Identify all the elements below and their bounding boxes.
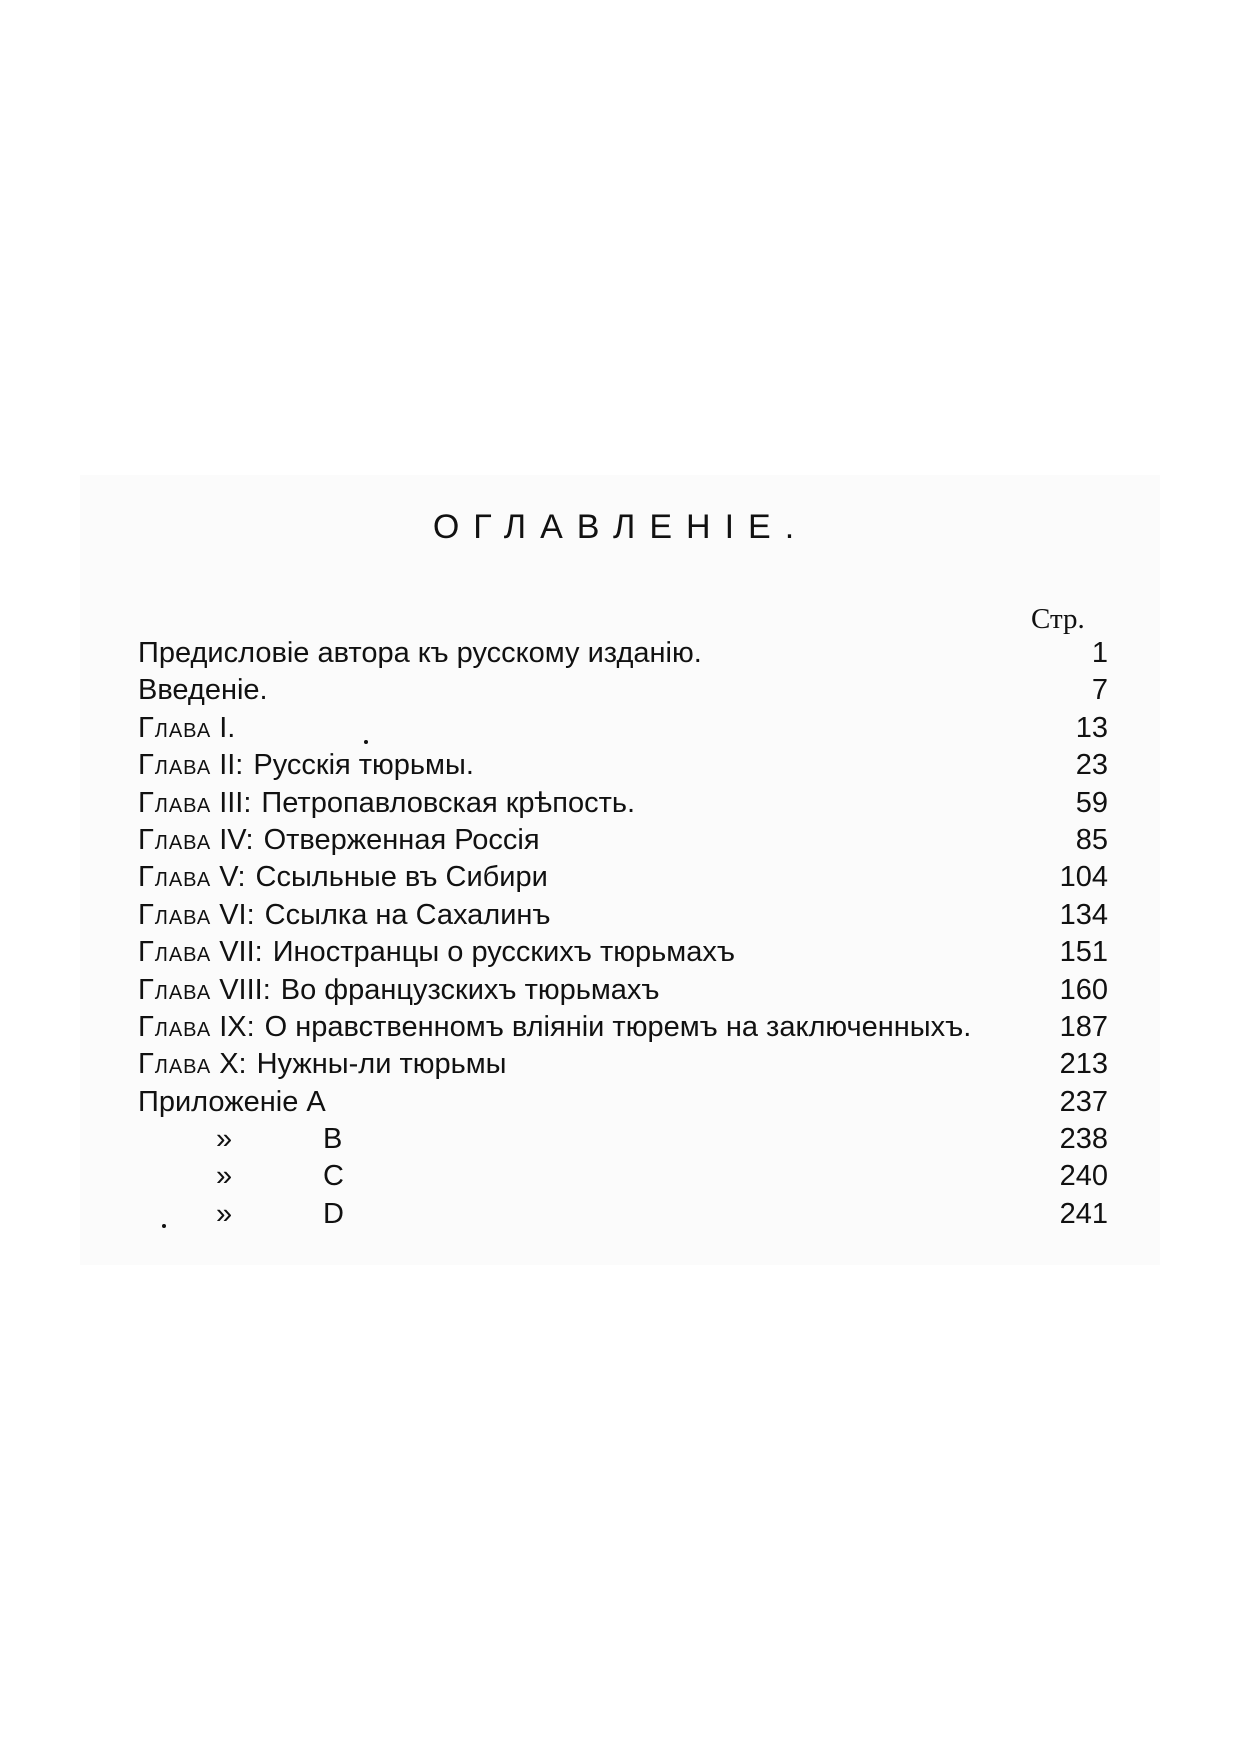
toc-entry-chapter-5 [138,859,1108,896]
toc-entry-chapter-9 [138,1009,1108,1046]
toc-entry-chapter-4 [138,822,1108,859]
chapter-title: Петропавловская крѣпость. [261,786,636,819]
toc-entry-page: 160 [1059,973,1108,1006]
toc-entry-page: 151 [1059,936,1108,969]
toc-entry-chapter-6 [138,897,1108,934]
toc-entry-page: 238 [1059,1123,1108,1156]
toc-entry-heading [138,1009,971,1046]
chapter-prefix: Глава [138,786,212,819]
chapter-prefix: Глава [138,749,212,782]
toc-entry-page: 1 [1091,637,1108,669]
toc-entry-title: Приложеніе A [138,1085,326,1118]
toc-entry-page: 85 [1075,823,1108,856]
toc-entry-page: 237 [1059,1085,1108,1118]
ditto-mark: » [216,1160,233,1193]
toc-entry-chapter-7 [138,934,1108,971]
chapter-prefix: Глава [138,823,212,856]
toc-entry-page: 7 [1091,674,1108,707]
toc-entry-heading [138,822,540,859]
toc-entry-chapter-1 [138,710,1108,747]
toc-entry-heading [138,747,474,784]
toc-entry-page: 23 [1075,749,1108,782]
chapter-title: Ссылка на Сахалинъ [264,898,551,931]
toc-entry-heading [138,972,660,1009]
chapter-title: Отверженная Россія [263,823,540,856]
chapter-number: II: [219,749,244,782]
chapter-title: О нравственномъ вліяніи тюремъ на заключенныхъ. [264,1010,972,1043]
toc-entry-title: Предисловіе автора къ русскому изданію. [138,637,702,669]
toc-entry-heading [138,1046,507,1083]
page-title: ОГЛАВЛЕНІЕ. [432,508,809,546]
toc-entry-heading [138,710,235,747]
toc-entry-heading [138,897,551,934]
toc-entry-heading [138,859,548,896]
toc-entry-appendix-d [138,1196,1108,1233]
chapter-title: Ссыльные въ Сибири [255,861,548,894]
chapter-number: IV: [219,823,254,856]
toc-entry-page: 59 [1075,786,1108,819]
toc-entry-heading [138,785,635,822]
toc-entry-appendix-b [138,1121,1108,1158]
toc-entry-page: 134 [1059,898,1108,931]
toc-entry-page: 240 [1059,1160,1108,1193]
chapter-prefix: Глава [138,1010,212,1043]
page-column-label: Стр. [1031,603,1085,635]
chapter-number: VI: [219,898,255,931]
toc-entry-introduction [138,672,1108,709]
chapter-number: VIII: [219,973,271,1006]
toc-entry-heading [138,934,735,971]
chapter-number: X: [219,1048,247,1081]
ditto-mark: » [216,1197,233,1230]
chapter-number: IX: [219,1010,255,1043]
appendix-letter: D [323,1197,344,1230]
toc-entry-page: 213 [1059,1048,1108,1081]
scan-speck [162,1224,166,1228]
chapter-prefix: Глава [138,973,212,1006]
chapter-prefix: Глава [138,1048,212,1081]
appendix-letter: C [323,1160,344,1193]
toc-entry-appendix-a [138,1084,1108,1121]
ditto-mark: » [216,1123,233,1156]
chapter-number: III: [219,786,252,819]
chapter-prefix: Глава [138,861,212,894]
toc-entry-chapter-8 [138,972,1108,1009]
table-of-contents [138,635,1108,1233]
toc-entry-title: Введеніе. [138,674,268,707]
toc-entry-page: 13 [1075,711,1108,744]
toc-entry-chapter-10 [138,1046,1108,1083]
chapter-title: Иностранцы о русскихъ тюрьмахъ [272,936,735,969]
toc-entry-page: 241 [1059,1197,1108,1230]
chapter-number: VII: [219,936,263,969]
chapter-prefix: Глава [138,936,212,969]
appendix-letter: B [323,1123,343,1156]
chapter-number: V: [219,861,246,894]
toc-entry-preface [138,635,1108,672]
chapter-number: I. [219,711,236,744]
chapter-title: Во французскихъ тюрьмахъ [280,973,660,1006]
toc-entry-chapter-3 [138,785,1108,822]
chapter-prefix: Глава [138,711,212,744]
toc-entry-chapter-2 [138,747,1108,784]
chapter-title: Русскія тюрьмы. [253,749,474,782]
toc-entry-page: 187 [1059,1010,1108,1043]
toc-entry-page: 104 [1059,861,1108,894]
chapter-title: Нужны-ли тюрьмы [256,1048,507,1081]
toc-entry-appendix-c [138,1158,1108,1195]
scan-speck [364,740,368,744]
chapter-prefix: Глава [138,898,212,931]
